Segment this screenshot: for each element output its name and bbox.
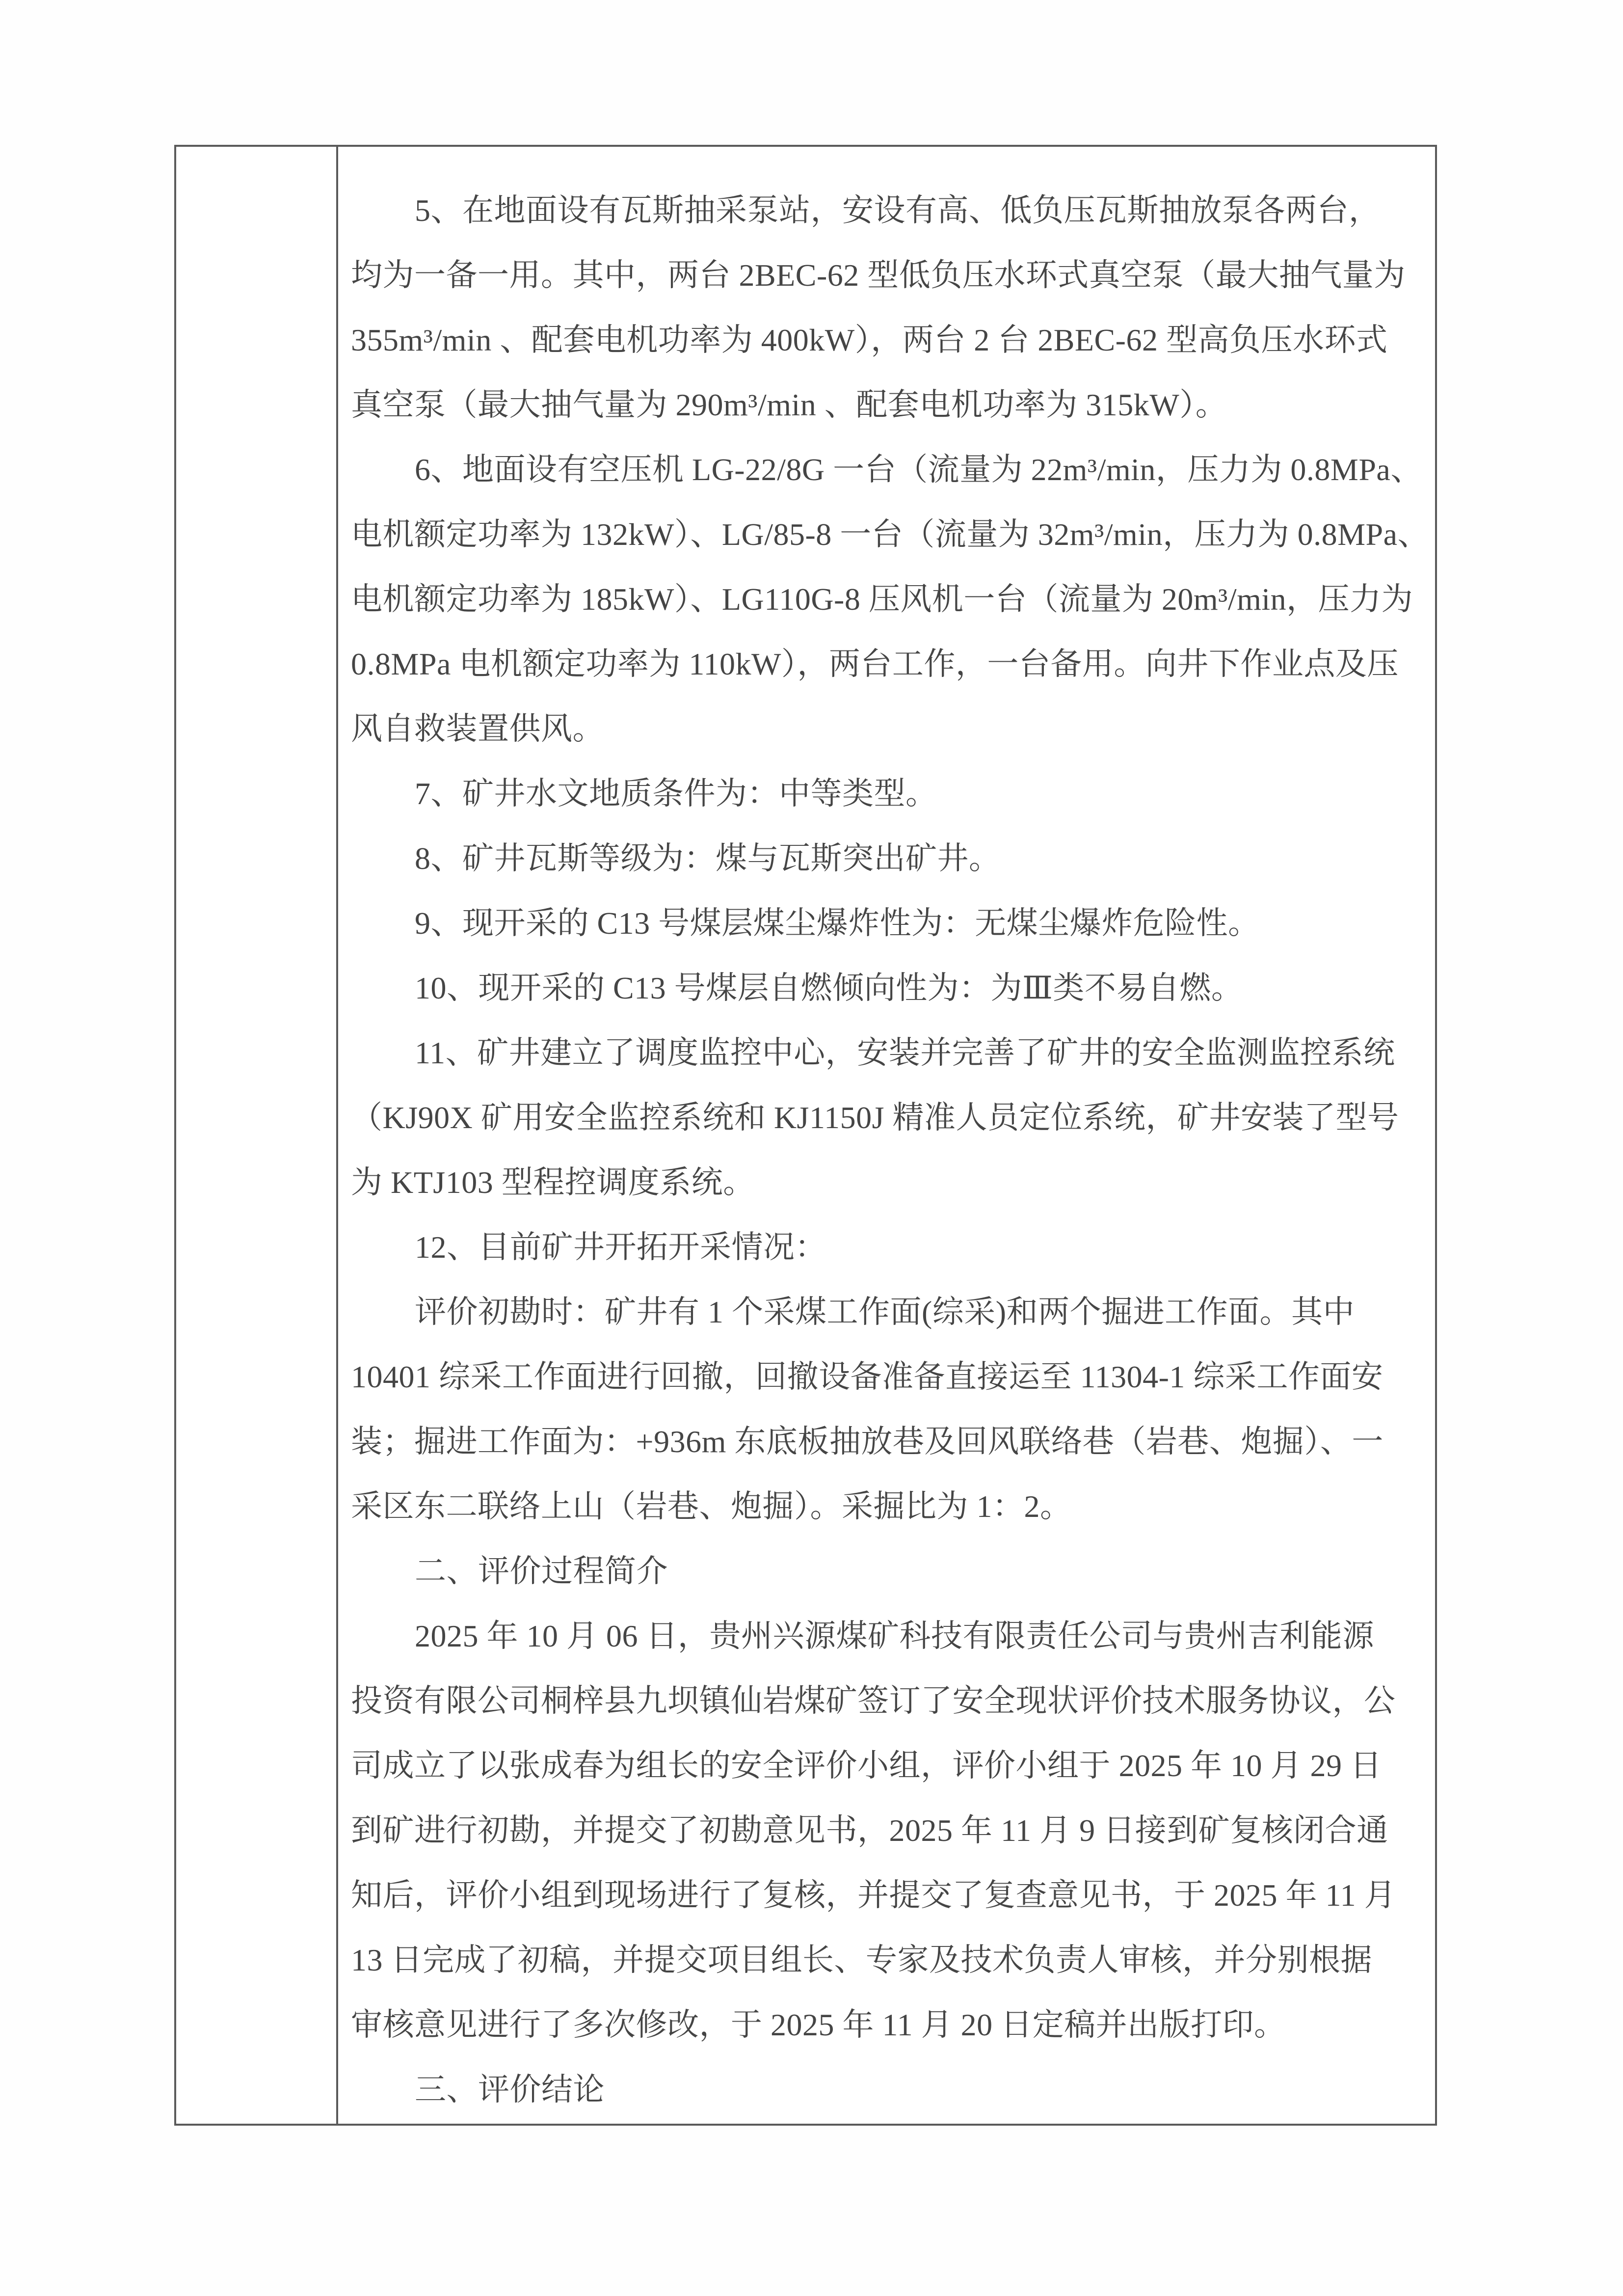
document-table [174, 145, 1437, 2126]
text-line: 11、矿井建立了调度监控中心，安装并完善了矿井的安全监测监控系统 [415, 1035, 1395, 1070]
text-line: 8、矿井瓦斯等级为：煤与瓦斯突出矿井。 [415, 841, 1001, 876]
text-line: 评价初勘时：矿井有 1 个采煤工作面(综采)和两个掘进工作面。其中 [415, 1295, 1355, 1329]
table-content-cell [338, 147, 1435, 2124]
text-line: 投资有限公司桐梓县九坝镇仙岩煤矿签订了安全现状评价技术服务协议，公 [351, 1683, 1396, 1718]
table-left-column-empty [176, 147, 338, 2124]
text-line: 到矿进行初勘，并提交了初勘意见书，2025 年 11 月 9 日接到矿复核闭合通 [351, 1813, 1388, 1848]
text-line: 0.8MPa 电机额定功率为 110kW），两台工作，一台备用。向井下作业点及压 [351, 647, 1399, 681]
text-line: 装；掘进工作面为：+936m 东底板抽放巷及回风联络巷（岩巷、炮掘）、一 [351, 1424, 1384, 1459]
text-line: 5、在地面设有瓦斯抽采泵站，安设有高、低负压瓦斯抽放泵各两台， [415, 193, 1381, 228]
text-line: 电机额定功率为 132kW）、LG/85-8 一台（流量为 32m³/min，压力为 0.8MPa、 [351, 517, 1430, 552]
text-line: 355m³/min 、配套电机功率为 400kW），两台 2 台 2BEC-62 型高负压水环式 [351, 323, 1388, 357]
text-line: 司成立了以张成春为组长的安全评价小组，评价小组于 2025 年 10 月 29 日 [351, 1748, 1382, 1783]
section-heading: 二、评价过程简介 [415, 1554, 668, 1589]
text-line: 12、目前矿井开拓开采情况： [415, 1230, 826, 1265]
text-line: 真空泵（最大抽气量为 290m³/min 、配套电机功率为 315kW）。 [351, 387, 1227, 422]
text-line: 9、现开采的 C13 号煤层煤尘爆炸性为：无煤尘爆炸危险性。 [415, 906, 1260, 941]
text-line: 2025 年 10 月 06 日，贵州兴源煤矿科技有限责任公司与贵州吉利能源 [415, 1619, 1374, 1653]
text-line: 为 KTJ103 型程控调度系统。 [351, 1165, 755, 1200]
text-line: 知后，评价小组到现场进行了复核，并提交了复查意见书，于 2025 年 11 月 [351, 1878, 1396, 1913]
text-line: 采区东二联络上山（岩巷、炮掘）。采掘比为 1：2。 [351, 1489, 1072, 1524]
text-line: （KJ90X 矿用安全监控系统和 KJ1150J 精准人员定位系统，矿井安装了型号 [351, 1100, 1399, 1135]
text-line: 均为一备一用。其中，两台 2BEC-62 型低负压水环式真空泵（最大抽气量为 [351, 258, 1406, 293]
text-line: 6、地面设有空压机 LG-22/8G 一台（流量为 22m³/min，压力为 0.8MPa、 [415, 452, 1422, 487]
text-line: 7、矿井水文地质条件为：中等类型。 [415, 776, 937, 811]
section-heading: 三、评价结论 [415, 2072, 605, 2107]
text-line: 13 日完成了初稿，并提交项目组长、专家及技术负责人审核，并分别根据 [351, 1943, 1372, 1977]
text-line: 10401 综采工作面进行回撤，回撤设备准备直接运至 11304-1 综采工作面安 [351, 1359, 1384, 1394]
text-line: 审核意见进行了多次修改，于 2025 年 11 月 20 日定稿并出版打印。 [351, 2007, 1286, 2042]
text-line: 10、现开采的 C13 号煤层自燃倾向性为：为Ⅲ类不易自燃。 [415, 971, 1243, 1005]
text-line: 电机额定功率为 185kW）、LG110G-8 压风机一台（流量为 20m³/min，压力为 [351, 582, 1413, 617]
text-line: 风自救装置供风。 [351, 711, 604, 746]
